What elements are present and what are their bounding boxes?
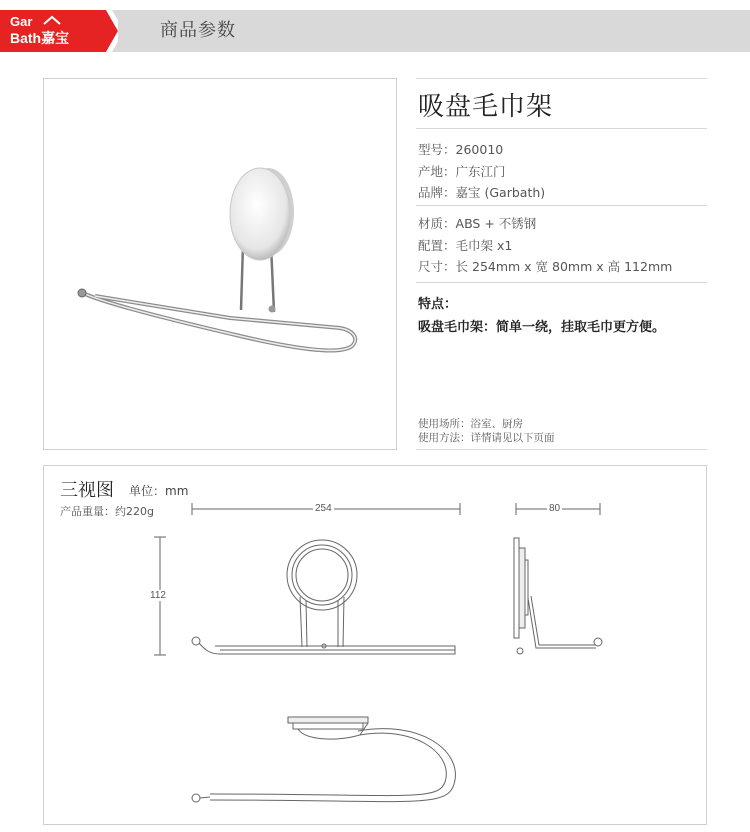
spec-value: ABS + 不锈钢 [455, 216, 537, 231]
spec-label: 尺寸： [418, 259, 456, 274]
product-weight: 产品重量：约220g [60, 505, 154, 518]
dim-width-label: 80 [549, 503, 561, 514]
side-view [514, 538, 602, 654]
views-title: 三视图 [60, 480, 114, 501]
dim-height-label: 112 [150, 590, 166, 601]
front-view [192, 540, 455, 654]
features-text: 吸盘毛巾架：简单一绕，挂取毛巾更方便。 [418, 320, 666, 335]
features-title: 特点： [418, 297, 458, 312]
spec-value: 260010 [455, 142, 504, 157]
spec-value: 广东江门 [455, 164, 506, 179]
product-name: 吸盘毛巾架 [418, 92, 554, 122]
spec-label: 品牌： [418, 185, 456, 200]
spec-label: 配置： [418, 238, 456, 253]
top-view [192, 717, 455, 802]
usage-place: 使用场所：浴室、厨房 [418, 418, 523, 430]
logo-line-1: Gar [10, 14, 33, 29]
spec-value: 长 254mm x 宽 80mm x 高 112mm [455, 259, 673, 274]
dim-length-label: 254 [315, 503, 332, 514]
spec-value: 嘉宝 (Garbath) [455, 185, 546, 200]
spec-label: 产地： [418, 164, 456, 179]
logo-line-2: Bath嘉宝 [10, 30, 70, 46]
spec-value: 毛巾架 x1 [455, 238, 513, 253]
section-title: 商品参数 [160, 20, 236, 41]
spec-label: 型号： [418, 142, 456, 157]
usage-method: 使用方法：详情请见以下页面 [418, 432, 555, 444]
views-unit: 单位：mm [129, 484, 189, 498]
spec-label: 材质： [418, 216, 456, 231]
